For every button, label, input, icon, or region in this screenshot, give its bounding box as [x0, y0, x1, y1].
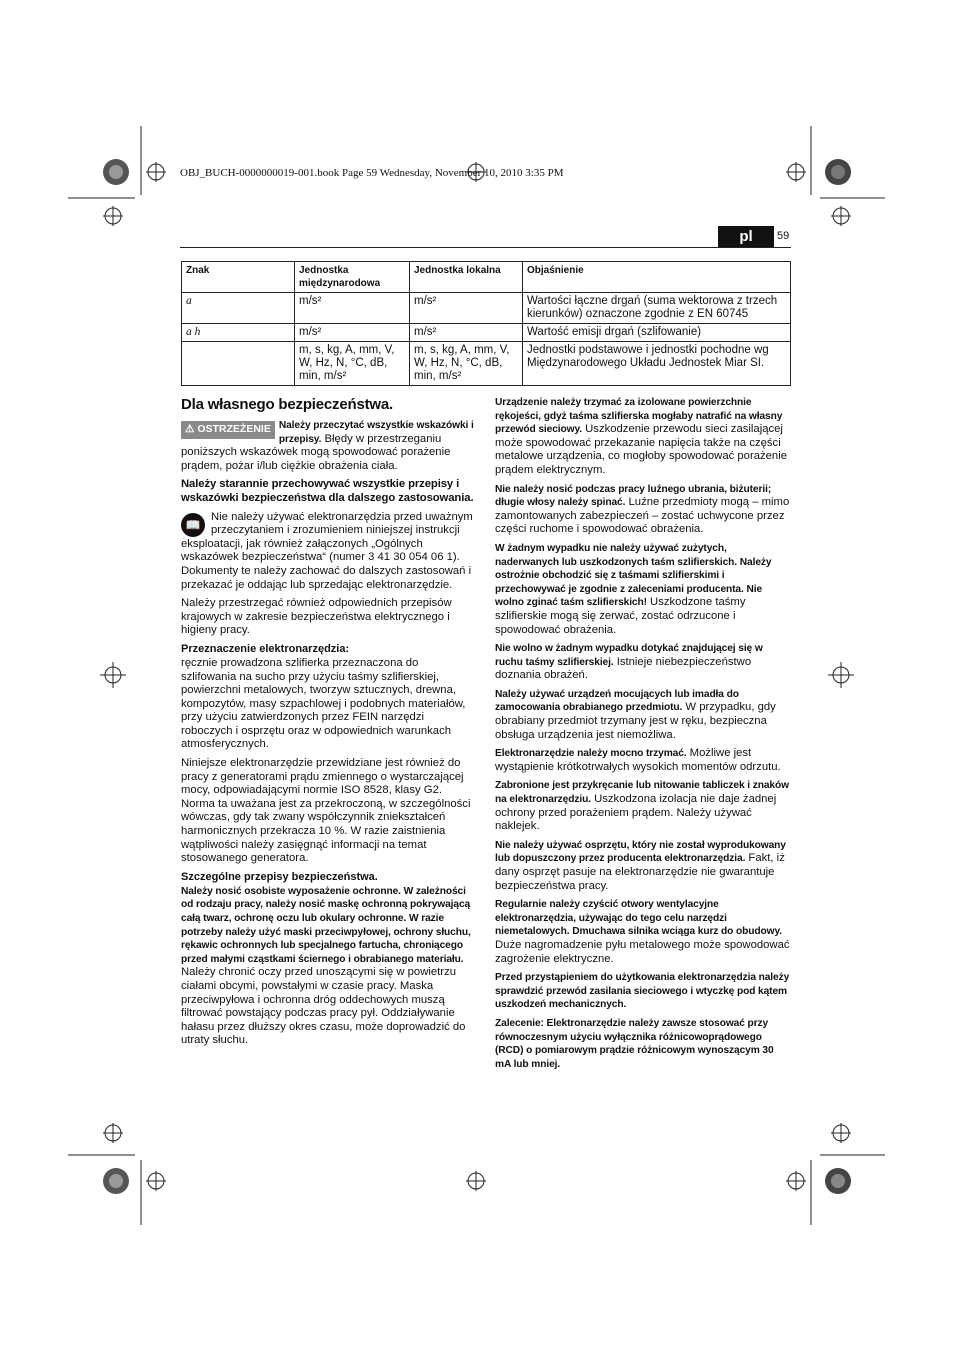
table-header: Objaśnienie: [523, 262, 791, 293]
manual-paragraph: [181, 511, 476, 593]
safety-item-bold: Elektronarzędzie należy mocno trzymać.: [495, 748, 687, 760]
table-cell-intl: m, s, kg, A, mm, V, W, Hz, N, °C, dB, min, m/s²: [295, 342, 410, 386]
warning-paragraph: [181, 419, 476, 473]
safety-item-text: Fakt, iż dany osprzęt pasuje na elektronarzędzie nie gwarantuje bezpieczeństwa pracy.: [495, 852, 785, 892]
table-row: [182, 293, 791, 324]
table-header: Znak: [182, 262, 295, 293]
purpose-text: ręcznie prowadzona szlifierka przeznaczona do szlifowania na sucho przy użyciu taśmy szlifierskiej, powierzchni metalowych, tworzyw sztucznych, drewna, kompozytów, masy szpachlowej i podobnych materiałów, przy użyciu zatwierdzonych przez FEIN narzędzi roboczych i osprzętu oraz w odpowiednich warunkach atmosferycznych.: [181, 656, 466, 751]
table-header-row: [182, 262, 791, 293]
special-heading: Szczególne przepisy bezpieczeństwa.: [181, 870, 378, 883]
book-info-line: OBJ_BUCH-0000000019-001.book Page 59 Wednesday, November 10, 2010 3:35 PM: [180, 167, 564, 179]
right-column: [495, 396, 791, 1076]
safety-item-bold: Urządzenie należy trzymać za izolowane powierzchnie rękojeści, gdyż taśma szlifierska mogłaby natrafić na własny przewód sieciowy.: [495, 397, 783, 436]
table-cell-local: m/s²: [410, 324, 523, 342]
safety-item-text: Luźne przedmioty mogą – mimo zamontowanych zabezpieczeń – zostać uchwycone przez części ruchome i spowodować obrażenia.: [495, 496, 790, 536]
generator-text: Niniejsze elektronarzędzie przewidziane jest również do pracy z generatorami prądu zmiennego o wystarczającej mocy, odpowiadającymi normie ISO 8528, klasy G2. Norma ta uważana jest za przekroczoną, w szczególności wówczas, gdy tak zwany współczynnik zniekształceń harmonicznych przekracza 10 %. W razie zaistnienia wątpliwości należy zasięgnąć informacji na temat stosowanego generatora.: [181, 757, 471, 865]
header-rule: [180, 247, 791, 248]
safety-item-bold: Zabronione jest przykręcanie lub nitowanie tabliczek i znaków na elektronarzędziu.: [495, 780, 789, 806]
safety-item-text: Uszkodzone taśmy szlifierskie mogą się zerwać, zostać odrzucone i spowodować obrażenia.: [495, 596, 746, 636]
safety-item-text: Możliwe jest wystąpienie krótkotrwałych wysokich momentów odrzutu.: [495, 747, 781, 773]
table-header: Jednostka międzynarodowa: [295, 262, 410, 293]
safety-item-bold: Nie należy nosić podczas pracy luźnego ubrania, biżuterii; długie włosy należy spinać.: [495, 483, 772, 509]
safety-item-bold: Nie należy używać osprzętu, który nie został wyprodukowany lub dopuszczony przez producenta elektronarzędzia.: [495, 839, 786, 865]
table-row: [182, 342, 791, 386]
safety-item: [495, 1017, 791, 1071]
warning-badge: ⚠ OSTRZEŻENIE: [181, 421, 275, 439]
table-cell-symbol: a: [182, 293, 295, 324]
safety-item-bold: Należy używać urządzeń mocujących lub imadła do zamocowania obrabianego przedmiotu.: [495, 688, 739, 714]
manual-text: Nie należy używać elektronarzędzia przed uważnym przeczytaniem i zrozumieniem niniejszej instrukcji eksploatacji, jak również załączonych „Ogólnych wskazówek bezpieczeństwa“ (numer 3 41 30 054 06 1). Dokumenty te należy zachować do dalszych zastosowań i przekazać je oddając lub sprzedając elektronarzędzie.: [181, 510, 473, 591]
safety-item-text: W przypadku, gdy obrabiany przedmiot trzymany jest w ręku, bezpieczna obsługa urządzenia jest niemożliwa.: [495, 701, 776, 741]
table-cell-desc: Wartość emisji drgań (szlifowanie): [523, 324, 791, 342]
safety-item-bold: Przed przystąpieniem do użytkowania elektronarzędzia należy sprawdzić przewód zasilania sieciowego i wtyczkę pod kątem uszkodzeń mechanicznych.: [495, 972, 790, 1011]
table-cell-local: m/s²: [410, 293, 523, 324]
units-table: [181, 261, 791, 386]
page-number: 59: [777, 230, 790, 242]
safety-item-bold: Nie wolno w żadnym wypadku dotykać znajdującej się w ruchu taśmy szlifierskiej.: [495, 643, 763, 668]
safety-item: [495, 898, 791, 966]
safety-item-bold: W żadnym wypadku nie należy używać zużytych, naderwanych lub uszkodzonych taśm szlifierskich. Należy ostrożnie obchodzić się z taśmami szlifierskimi i przechowywać je zgodnie z zaleceniami producenta. Nie wolno zginać taśm szlifierskich!: [495, 542, 772, 609]
purpose-heading: Przeznaczenie elektronarzędzia:: [181, 642, 350, 655]
special-paragraph: [181, 885, 476, 1048]
safety-item: [495, 779, 791, 833]
safety-item: [495, 688, 791, 742]
section-title: Dla własnego bezpieczeństwa.: [181, 396, 393, 413]
safety-item-bold: Zalecenie: Elektronarzędzie należy zawsze stosować przy równoczesnym użyciu wyłącznika różnicowoprądowego (RCD) o pomiarowym prądzie różnicowym wynoszącym 30 mA lub mniej.: [495, 1017, 774, 1070]
safety-item: [495, 747, 791, 774]
safety-item-text: Istnieje niebezpieczeństwo doznania obrażeń.: [495, 655, 752, 682]
language-tab: pl: [718, 226, 774, 247]
regional-regulations: Należy przestrzegać również odpowiednich przepisów krajowych w zakresie bezpieczeństwa elektrycznego i higieny pracy.: [181, 597, 452, 637]
table-header: Jednostka lokalna: [410, 262, 523, 293]
safety-item: [495, 542, 791, 637]
warning-bold: Należy przeczytać wszystkie wskazówki i przepisy.: [278, 420, 474, 445]
warning-text: Błędy w przestrzeganiu poniższych wskazówek mogą spowodować porażenie prądem, pożar i/lub ciężkie obrażenia ciała.: [181, 432, 451, 472]
safety-item: [495, 483, 791, 537]
special-bold: Należy nosić osobiste wyposażenie ochronne. W zależności od rodzaju pracy, należy nosić maskę ochronną pokrywającą całą twarz, ochronę oczu lub okulary ochronne. W razie potrzeby należy użyć maski przeciwpyłowej, ochrony słuchu, rękawic ochronnych lub specjalnego fartucha, chroniącego przed małymi cząstkami ściernego i obrabianego materiału.: [181, 885, 471, 965]
safety-item-text: Duże nagromadzenie pyłu metalowego może spowodować zagrożenie elektryczne.: [495, 938, 790, 965]
table-cell-symbol: [182, 342, 295, 386]
table-cell-intl: m/s²: [295, 293, 410, 324]
table-cell-symbol: a h: [182, 324, 295, 342]
table-cell-desc: Jednostki podstawowe i jednostki pochodne wg Międzynarodowego Układu Jednostek Miar SI.: [523, 342, 791, 386]
safety-item: [495, 642, 791, 683]
left-column: [181, 396, 476, 1053]
safety-item-text: Uszkodzona izolacja nie daje żadnej ochrony przed porażeniem prądem. Należy używać naklejek.: [495, 793, 777, 833]
keep-instructions: Należy starannie przechowywać wszystkie przepisy i wskazówki bezpieczeństwa dla dalszego zastosowania.: [181, 478, 474, 504]
table-cell-local: m, s, kg, A, mm, V, W, Hz, N, °C, dB, min, m/s²: [410, 342, 523, 386]
table-cell-desc: Wartości łączne drgań (suma wektorowa z trzech kierunków) oznaczone zgodnie z EN 60745: [523, 293, 791, 324]
read-manual-icon: 📖: [181, 513, 205, 537]
safety-item: [495, 971, 791, 1012]
table-cell-intl: m/s²: [295, 324, 410, 342]
special-text: Należy chronić oczy przed unoszącymi się w powietrzu ciałami obcymi, powstałymi w czasie pracy. Maska przeciwpyłowa i ochronna dróg oddechowych muszą filtrować powstający podczas pracy pył. Oddziaływanie hałasu przez dłuższy okres czasu, może doprowadzić do utraty słuchu.: [181, 966, 466, 1047]
safety-item-text: Uszkodzenie przewodu sieci zasilającej może spowodować przekazanie napięcia także na części metalowe urządzenia, co mogłoby spowodować porażenie prądem elektrycznym.: [495, 423, 788, 476]
safety-item: [495, 839, 791, 893]
table-row: [182, 324, 791, 342]
safety-item: [495, 396, 791, 478]
safety-item-bold: Regularnie należy czyścić otwory wentylacyjne elektronarzędzia, używając do tego celu narzędzi niemetalowych. Dmuchawa silnika wciąga kurz do obudowy.: [495, 899, 782, 938]
